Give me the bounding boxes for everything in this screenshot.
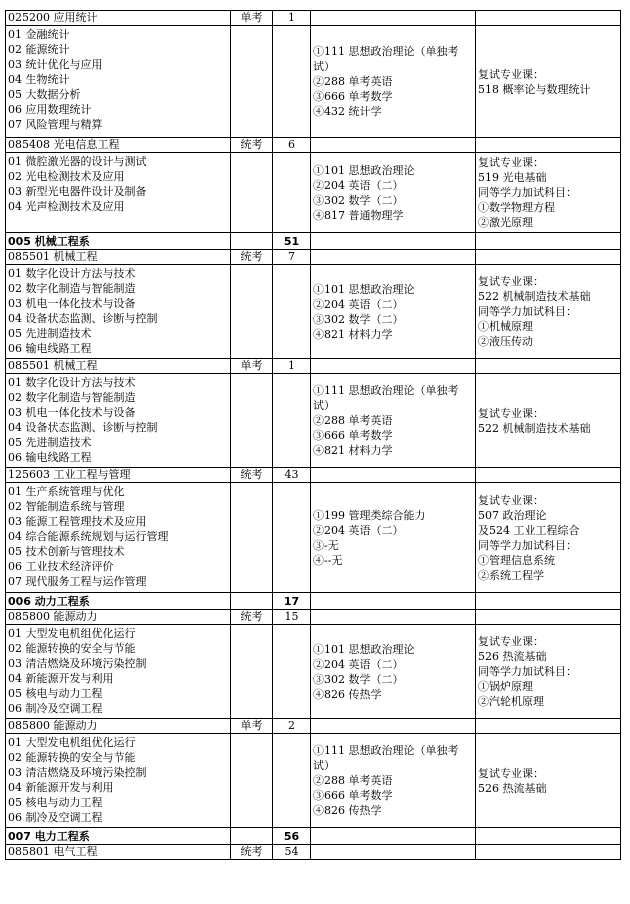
major-row (6, 250, 621, 265)
directions-row (6, 734, 621, 828)
research-directions-cell: 01 大型发电机组优化运行 02 能源转换的安全与节能 03 清洁燃烧及环境污染控制 04 新能源开发与利用 05 核电与动力工程 06 制冷及空调工程 (6, 734, 231, 828)
directions-row (6, 483, 621, 593)
exam-type-cell (231, 625, 273, 719)
research-directions-cell: 01 生产系统管理与优化 02 智能制造系统与管理 03 能源工程管理技术及应用 04 综合能源系统规划与运行管理 05 技术创新与管理技术 06 工业技术经济评价 07 现代服务工程与运作管理 (6, 483, 231, 593)
enrollment-count-cell (273, 734, 311, 828)
retest-subjects-cell (476, 138, 621, 153)
research-directions-cell: 01 微腔激光器的设计与测试 02 光电检测技术及应用 03 新型光电器件设计及制备 04 光声检测技术及应用 (6, 153, 231, 233)
enrollment-count: 43 (273, 468, 311, 483)
enrollment-count-cell (273, 26, 311, 138)
admissions-table (5, 10, 621, 860)
exam-subjects-cell (311, 359, 476, 374)
exam-subjects-cell (311, 11, 476, 26)
exam-type: 统考 (231, 845, 273, 860)
exam-subjects-cell: ①101 思想政治理论 ②204 英语（二） ③302 数学（二） ④821 材料力学 (311, 265, 476, 359)
enrollment-count: 1 (273, 359, 311, 374)
retest-subjects-cell: 复试专业课： 522 机械制造技术基础 (476, 374, 621, 468)
directions-row (6, 26, 621, 138)
research-directions-cell: 01 金融统计 02 能源统计 03 统计优化与应用 04 生物统计 05 大数据分析 06 应用数理统计 07 风险管理与精算 (6, 26, 231, 138)
exam-subjects-cell (311, 250, 476, 265)
retest-subjects-cell: 复试专业课： 519 光电基础 同等学力加试科目： ①数学物理方程 ②激光原理 (476, 153, 621, 233)
research-directions-cell: 01 大型发电机组优化运行 02 能源转换的安全与节能 03 清洁燃烧及环境污染控制 04 新能源开发与利用 05 核电与动力工程 06 制冷及空调工程 (6, 625, 231, 719)
major-row (6, 719, 621, 734)
retest-subjects-cell (476, 719, 621, 734)
exam-subjects-cell: ①101 思想政治理论 ②204 英语（二） ③302 数学（二） ④817 普通物理学 (311, 153, 476, 233)
exam-type-cell (231, 26, 273, 138)
exam-subjects-cell: ①199 管理类综合能力 ②204 英语（二） ③-无 ④--无 (311, 483, 476, 593)
research-directions-cell: 01 数字化设计方法与技术 02 数字化制造与智能制造 03 机电一体化技术与设备 04 设备状态监测、诊断与控制 05 先进制造技术 06 输电线路工程 (6, 265, 231, 359)
department-name: 006 动力工程系 (6, 593, 231, 610)
major-row (6, 468, 621, 483)
research-directions-cell: 01 数字化设计方法与技术 02 数字化制造与智能制造 03 机电一体化技术与设备 04 设备状态监测、诊断与控制 05 先进制造技术 06 输电线路工程 (6, 374, 231, 468)
department-row (6, 233, 621, 250)
enrollment-count-cell (273, 265, 311, 359)
exam-subjects-cell (311, 828, 476, 845)
exam-type: 统考 (231, 250, 273, 265)
major-name: 085501 机械工程 (6, 250, 231, 265)
exam-type: 单考 (231, 719, 273, 734)
enrollment-count: 56 (273, 828, 311, 845)
enrollment-count-cell (273, 374, 311, 468)
exam-type-cell (231, 734, 273, 828)
exam-subjects-cell: ①111 思想政治理论（单独考试） ②288 单考英语 ③666 单考数学 ④826 传热学 (311, 734, 476, 828)
exam-type (231, 233, 273, 250)
major-name: 125603 工业工程与管理 (6, 468, 231, 483)
enrollment-count: 6 (273, 138, 311, 153)
directions-row (6, 265, 621, 359)
admissions-table-body (6, 11, 621, 860)
retest-subjects-cell (476, 250, 621, 265)
department-row (6, 593, 621, 610)
enrollment-count: 7 (273, 250, 311, 265)
exam-subjects-cell: ①101 思想政治理论 ②204 英语（二） ③302 数学（二） ④826 传热学 (311, 625, 476, 719)
exam-subjects-cell (311, 233, 476, 250)
exam-subjects-cell (311, 138, 476, 153)
exam-type-cell (231, 483, 273, 593)
enrollment-count: 54 (273, 845, 311, 860)
exam-type-cell (231, 265, 273, 359)
retest-subjects-cell (476, 610, 621, 625)
enrollment-count: 15 (273, 610, 311, 625)
major-name: 085501 机械工程 (6, 359, 231, 374)
enrollment-count-cell (273, 483, 311, 593)
major-row (6, 359, 621, 374)
exam-subjects-cell: ①111 思想政治理论（单独考试） ②288 单考英语 ③666 单考数学 ④821 材料力学 (311, 374, 476, 468)
exam-type: 单考 (231, 11, 273, 26)
exam-type: 统考 (231, 468, 273, 483)
retest-subjects-cell: 复试专业课： 526 热流基础 (476, 734, 621, 828)
retest-subjects-cell (476, 828, 621, 845)
exam-type: 统考 (231, 138, 273, 153)
enrollment-count: 1 (273, 11, 311, 26)
major-row (6, 138, 621, 153)
major-name: 085408 光电信息工程 (6, 138, 231, 153)
directions-row (6, 153, 621, 233)
exam-type: 统考 (231, 610, 273, 625)
department-name: 005 机械工程系 (6, 233, 231, 250)
enrollment-count: 51 (273, 233, 311, 250)
retest-subjects-cell: 复试专业课： 518 概率论与数理统计 (476, 26, 621, 138)
exam-type (231, 593, 273, 610)
major-row (6, 610, 621, 625)
exam-type: 单考 (231, 359, 273, 374)
enrollment-count: 2 (273, 719, 311, 734)
major-row (6, 845, 621, 860)
exam-type-cell (231, 374, 273, 468)
retest-subjects-cell: 复试专业课： 522 机械制造技术基础 同等学力加试科目： ①机械原理 ②液压传动 (476, 265, 621, 359)
major-name: 085801 电气工程 (6, 845, 231, 860)
directions-row (6, 625, 621, 719)
exam-type (231, 828, 273, 845)
retest-subjects-cell (476, 359, 621, 374)
exam-subjects-cell (311, 845, 476, 860)
exam-subjects-cell (311, 468, 476, 483)
retest-subjects-cell (476, 233, 621, 250)
major-name: 025200 应用统计 (6, 11, 231, 26)
directions-row (6, 374, 621, 468)
retest-subjects-cell (476, 468, 621, 483)
exam-subjects-cell (311, 719, 476, 734)
retest-subjects-cell (476, 845, 621, 860)
retest-subjects-cell: 复试专业课： 526 热流基础 同等学力加试科目： ①锅炉原理 ②汽轮机原理 (476, 625, 621, 719)
enrollment-count: 17 (273, 593, 311, 610)
major-name: 085800 能源动力 (6, 610, 231, 625)
major-name: 085800 能源动力 (6, 719, 231, 734)
exam-subjects-cell (311, 610, 476, 625)
retest-subjects-cell: 复试专业课： 507 政治理论 及524 工业工程综合 同等学力加试科目： ①管理信息系统 ②系统工程学 (476, 483, 621, 593)
retest-subjects-cell (476, 593, 621, 610)
exam-subjects-cell (311, 593, 476, 610)
major-row (6, 11, 621, 26)
enrollment-count-cell (273, 153, 311, 233)
retest-subjects-cell (476, 11, 621, 26)
exam-type-cell (231, 153, 273, 233)
exam-subjects-cell: ①111 思想政治理论（单独考试） ②288 单考英语 ③666 单考数学 ④432 统计学 (311, 26, 476, 138)
department-name: 007 电力工程系 (6, 828, 231, 845)
enrollment-count-cell (273, 625, 311, 719)
department-row (6, 828, 621, 845)
